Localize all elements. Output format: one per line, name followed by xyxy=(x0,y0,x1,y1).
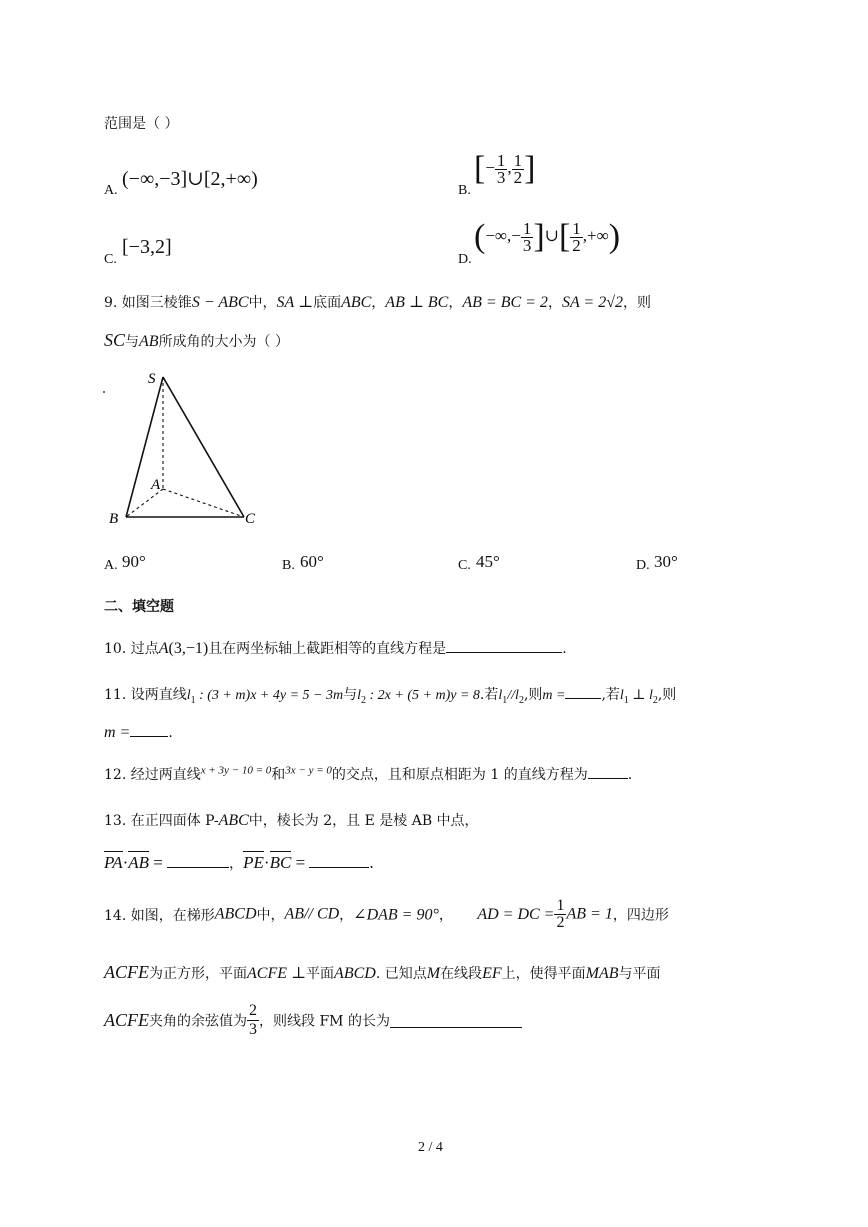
q9-option-d-label: D. xyxy=(636,558,650,573)
q12: 12. 经过两直线$^{x + 3y - 10 = 0}$和$^{3x - y = 0}$的交点，且和原点相距为 1 的直线方程为 . xyxy=(104,764,633,783)
section-fill-in-title: 二、填空题 xyxy=(104,599,174,615)
q12-answer-blank[interactable] xyxy=(588,764,628,779)
q13-line2: PA·AB = ，PE·BC = . xyxy=(104,853,374,872)
q10-answer-blank[interactable] xyxy=(446,638,562,653)
vertex-s-label: S xyxy=(148,371,156,387)
q8-option-a-label: A. xyxy=(104,183,118,198)
q8-tail: 范围是（ ） xyxy=(104,116,179,132)
q8-option-d-expr: (−∞,− $\frac{1}{3}$ ]∪[ $\frac{1}{2}$ ,+∞) xyxy=(474,218,621,255)
q8-option-c-label: C. xyxy=(104,252,117,267)
vertex-b-label: B xyxy=(109,511,119,527)
q11-perpendicular-answer-blank[interactable] xyxy=(130,722,168,737)
q9-pyramid-figure xyxy=(100,365,270,530)
q9-option-b-value: 60° xyxy=(300,552,324,571)
q9-option-a-label: A. xyxy=(104,558,118,573)
q14-answer-blank[interactable] xyxy=(390,1013,522,1028)
q14-line2: ACFE为正方形，平面ACFE ⊥平面ABCD. 已知点M在线段EF上，使得平面MAB与平面 xyxy=(104,962,661,982)
q14-line3: ACFE夹角的余弦值为 $\frac{2}{3}$ ，则线段 FM 的长为 xyxy=(104,1002,522,1039)
q9-option-c-value: 45° xyxy=(476,552,500,571)
q9-option-c-label: C. xyxy=(458,558,471,573)
q8-option-b-label: B. xyxy=(458,183,471,198)
q8-option-c-expr: [−3,2] xyxy=(122,236,172,258)
q13-line1: 13. 在正四面体 P-ABC中，棱长为 2，且 E 是棱 AB 中点， xyxy=(104,812,479,829)
q10: 10. 过点A(3,−1)且在两坐标轴上截距相等的直线方程是 . xyxy=(104,640,567,657)
q11-line1: 11. 设两直线$l_1$ : (3 + m)x + 4y = 5 − 3m与$l_2$ : 2x + (5 + m)y = 8.若$l_1//l_2$,则m = ,若$l_1$ ⊥ $l_2$,则 xyxy=(104,684,676,706)
vertex-a-label: A xyxy=(151,477,161,493)
vertex-c-label: C xyxy=(245,511,256,527)
q8-option-d-label: D. xyxy=(458,252,472,267)
q8-option-a-expr: (−∞,−3]∪[2,+∞) xyxy=(122,168,258,190)
page-number: 2 / 4 xyxy=(418,1140,443,1155)
q9-option-a-value: 90° xyxy=(122,552,146,571)
q9-option-d-value: 30° xyxy=(654,552,678,571)
q11-parallel-answer-blank[interactable] xyxy=(565,684,601,699)
q9-option-b-label: B. xyxy=(282,558,295,573)
q11-line2: m = . xyxy=(104,724,173,741)
q8-option-b-expr: [− $\frac{1}{3}$ , $\frac{1}{2}$ ] xyxy=(474,150,536,187)
q13-dot-product-2-blank[interactable] xyxy=(309,853,369,868)
q14-line1: 14. 如图，在梯形ABCD中，AB// CD，∠DAB = 90°， AD = DC = $\frac{1}{2}$ AB = 1，四边形 xyxy=(104,897,669,931)
q13-dot-product-1-blank[interactable] xyxy=(167,853,229,868)
q9-line2: SC与AB所成角的大小为（ ） xyxy=(104,330,290,350)
q9-line1: 9. 如图三棱锥S − ABC中，SA ⊥底面ABC，AB ⊥ BC，AB = BC = 2，SA = 2√2，则 xyxy=(104,294,651,311)
